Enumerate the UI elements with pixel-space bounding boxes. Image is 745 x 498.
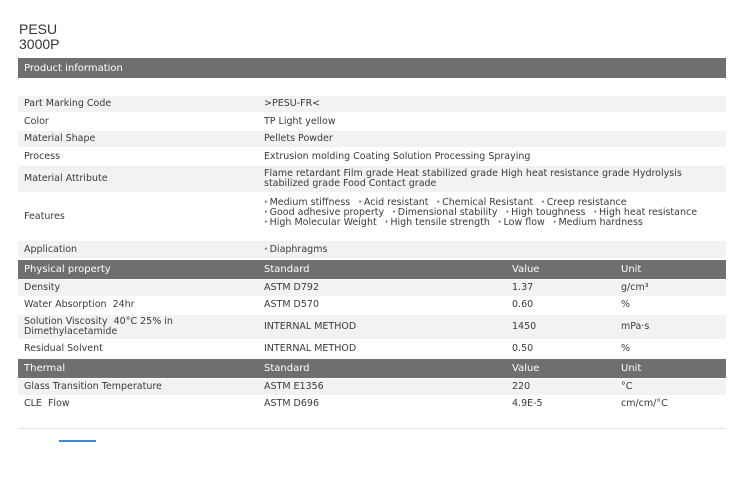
physical-row-residual-solvent	[18, 341, 726, 358]
property-name: Density	[24, 282, 61, 293]
info-value: Flame retardant Film grade Heat stabilized grade High heat resistance grade Hydrolysis stabilized grade Food Contact grade	[264, 168, 682, 189]
footer-divider	[18, 428, 726, 429]
property-value: 1.37	[512, 282, 534, 293]
info-label: Part Marking Code	[24, 98, 112, 109]
thermal-header-unit: Unit	[621, 363, 642, 374]
physical-header-standard: Standard	[264, 264, 310, 275]
physical-row-solution-viscosity	[18, 315, 726, 340]
property-unit: %	[621, 343, 631, 354]
physical-header-property: Physical property	[24, 264, 111, 275]
physical-row-water-absorption	[18, 297, 726, 314]
footer-tab-indicator[interactable]	[59, 440, 96, 442]
feature-item: · Medium hardness	[552, 217, 643, 228]
property-standard: ASTM E1356	[264, 381, 324, 392]
property-unit: mPa·s	[621, 321, 650, 332]
feature-item: · Medium stiffness	[264, 197, 351, 208]
feature-item: · Good adhesive property	[264, 207, 385, 218]
info-label: Process	[24, 150, 61, 162]
info-label: Application	[24, 243, 78, 255]
info-row-features	[18, 194, 726, 240]
property-name: Residual Solvent	[24, 343, 103, 354]
info-label: Features	[24, 210, 65, 222]
property-value: 4.9E-5	[512, 398, 543, 409]
feature-item: · High tensile strength	[384, 217, 490, 228]
thermal-header-property: Thermal	[24, 363, 66, 374]
product-info-header	[18, 58, 726, 78]
feature-item: · Creep resistance	[541, 197, 627, 208]
property-standard: INTERNAL METHOD	[264, 321, 357, 332]
property-unit: %	[621, 299, 631, 310]
property-standard: INTERNAL METHOD	[264, 343, 357, 354]
property-name: Glass Transition Temperature	[24, 381, 162, 392]
info-value: >PESU-FR<	[264, 98, 321, 109]
thermal-row-glass-transition	[18, 379, 726, 396]
info-row-part-marking	[18, 96, 726, 113]
application-list	[264, 241, 714, 258]
property-name: CLE Flow	[24, 398, 70, 409]
physical-row-density	[18, 280, 726, 297]
product-grade: 3000P	[19, 36, 60, 52]
thermal-header	[18, 359, 726, 378]
features-list	[264, 194, 714, 243]
info-label: Material Attribute	[24, 173, 108, 184]
feature-item: · Acid resistant	[358, 197, 429, 208]
physical-header-unit: Unit	[621, 264, 642, 275]
thermal-row-cle-flow	[18, 396, 726, 413]
property-unit: g/cm³	[621, 282, 649, 293]
property-standard: ASTM D792	[264, 282, 319, 293]
info-label: Material Shape	[24, 133, 96, 144]
physical-header-value: Value	[512, 264, 540, 275]
application-item: · Diaphragms	[264, 243, 328, 255]
info-label: Color	[24, 116, 49, 127]
info-row-process	[18, 148, 726, 166]
feature-item: · Dimensional stability	[392, 207, 498, 218]
property-name: Solution Viscosity 40°C 25% in Dimethylacetamide	[24, 316, 176, 337]
property-value: 0.50	[512, 343, 534, 354]
feature-item: · High toughness	[505, 207, 586, 218]
feature-item: · High Molecular Weight	[264, 217, 377, 228]
property-value: 1450	[512, 321, 537, 332]
info-row-color	[18, 114, 726, 131]
thermal-header-standard: Standard	[264, 363, 310, 374]
feature-item: · Chemical Resistant	[436, 197, 534, 208]
info-row-material-shape	[18, 131, 726, 148]
product-name: PESU	[19, 21, 58, 37]
property-name: Water Absorption 24hr	[24, 299, 135, 310]
product-info-header-label: Product information	[24, 62, 123, 74]
info-value: Pellets Powder	[264, 133, 333, 144]
property-value: 0.60	[512, 299, 534, 310]
info-row-material-attribute	[18, 166, 726, 193]
info-row-application	[18, 241, 726, 259]
product-title	[19, 22, 59, 52]
property-unit: cm/cm/°C	[621, 398, 668, 409]
property-value: 220	[512, 381, 531, 392]
physical-header	[18, 260, 726, 279]
property-unit: °C	[621, 381, 633, 392]
feature-item: · High heat resistance	[593, 207, 698, 218]
property-standard: ASTM D570	[264, 299, 319, 310]
info-value: Extrusion molding Coating Solution Processing Spraying	[264, 150, 531, 162]
info-value: TP Light yellow	[264, 116, 336, 127]
thermal-header-value: Value	[512, 363, 540, 374]
property-standard: ASTM D696	[264, 398, 319, 409]
feature-item: · Low flow	[497, 217, 545, 228]
